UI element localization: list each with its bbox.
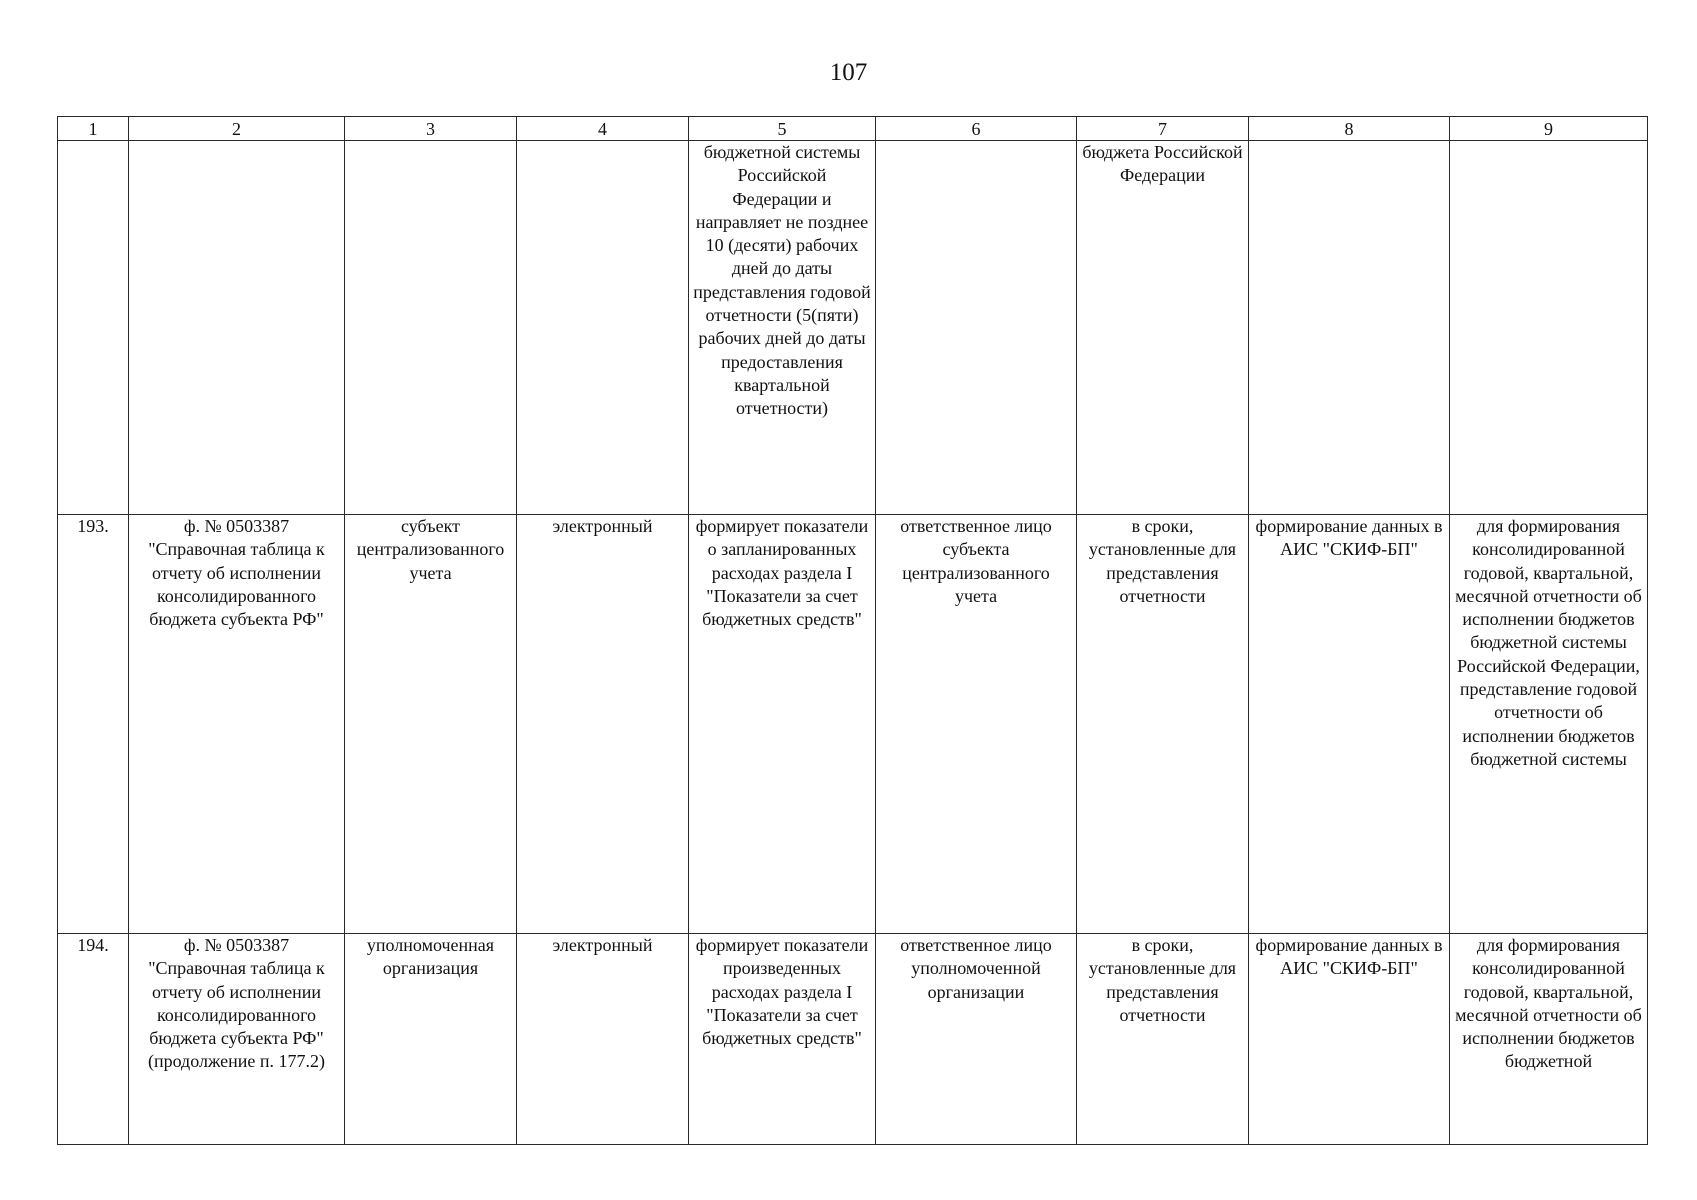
table-cell: формирует показатели произведенных расходах раздела I "Показатели за счет бюджетных средств" [689, 934, 876, 1145]
table-cell: ответственное лицо уполномоченной организации [876, 934, 1077, 1145]
table-cell: субъект централизованного учета [345, 515, 517, 934]
column-header: 1 [58, 117, 129, 141]
table-cell: в сроки, установленные для представления отчетности [1077, 515, 1249, 934]
table-cell: электронный [517, 934, 689, 1145]
table-cell [58, 141, 129, 515]
table-cell: ф. № 0503387 "Справочная таблица к отчету об исполнении консолидированного бюджета субъекта РФ" [129, 515, 345, 934]
table-cell: ответственное лицо субъекта централизованного учета [876, 515, 1077, 934]
table-cell [1450, 141, 1648, 515]
column-header: 3 [345, 117, 517, 141]
table-cell: формирование данных в АИС "СКИФ-БП" [1249, 934, 1450, 1145]
column-header: 7 [1077, 117, 1249, 141]
table-cell: бюджета Российской Федерации [1077, 141, 1249, 515]
table-cell: формирование данных в АИС "СКИФ-БП" [1249, 515, 1450, 934]
table-cell [345, 141, 517, 515]
table-cell [876, 141, 1077, 515]
column-header: 6 [876, 117, 1077, 141]
table-cell: для формирования консолидированной годовой, квартальной, месячной отчетности об исполнении бюджетов бюджетной [1450, 934, 1648, 1145]
table-cell [129, 141, 345, 515]
row-number: 193. [58, 515, 129, 934]
table-header-row [58, 117, 1648, 141]
table-row [58, 141, 1648, 515]
table-cell: формирует показатели о запланированных расходах раздела I "Показатели за счет бюджетных средств" [689, 515, 876, 934]
column-header: 4 [517, 117, 689, 141]
table-cell: для формирования консолидированной годовой, квартальной, месячной отчетности об исполнении бюджетов бюджетной системы Российской Федерации, представление годовой отчетности об исполнении бюджетов бюджетной системы [1450, 515, 1648, 934]
table-row [58, 934, 1648, 1145]
column-header: 9 [1450, 117, 1648, 141]
table-row [58, 515, 1648, 934]
table-cell: бюджетной системы Российской Федерации и направляет не позднее 10 (десяти) рабочих дней до даты представления годовой отчетности (5(пяти) рабочих дней до даты предоставления квартальной отчетности) [689, 141, 876, 515]
table-cell: электронный [517, 515, 689, 934]
column-header: 5 [689, 117, 876, 141]
column-header: 8 [1249, 117, 1450, 141]
table-cell: уполномоченная организация [345, 934, 517, 1145]
column-header: 2 [129, 117, 345, 141]
row-number: 194. [58, 934, 129, 1145]
table-cell: в сроки, установленные для представления отчетности [1077, 934, 1249, 1145]
page-number: 107 [829, 59, 868, 86]
table-cell: ф. № 0503387 "Справочная таблица к отчету об исполнении консолидированного бюджета субъекта РФ" (продолжение п. 177.2) [129, 934, 345, 1145]
document-table [57, 116, 1648, 1145]
table-cell [1249, 141, 1450, 515]
table-cell [517, 141, 689, 515]
